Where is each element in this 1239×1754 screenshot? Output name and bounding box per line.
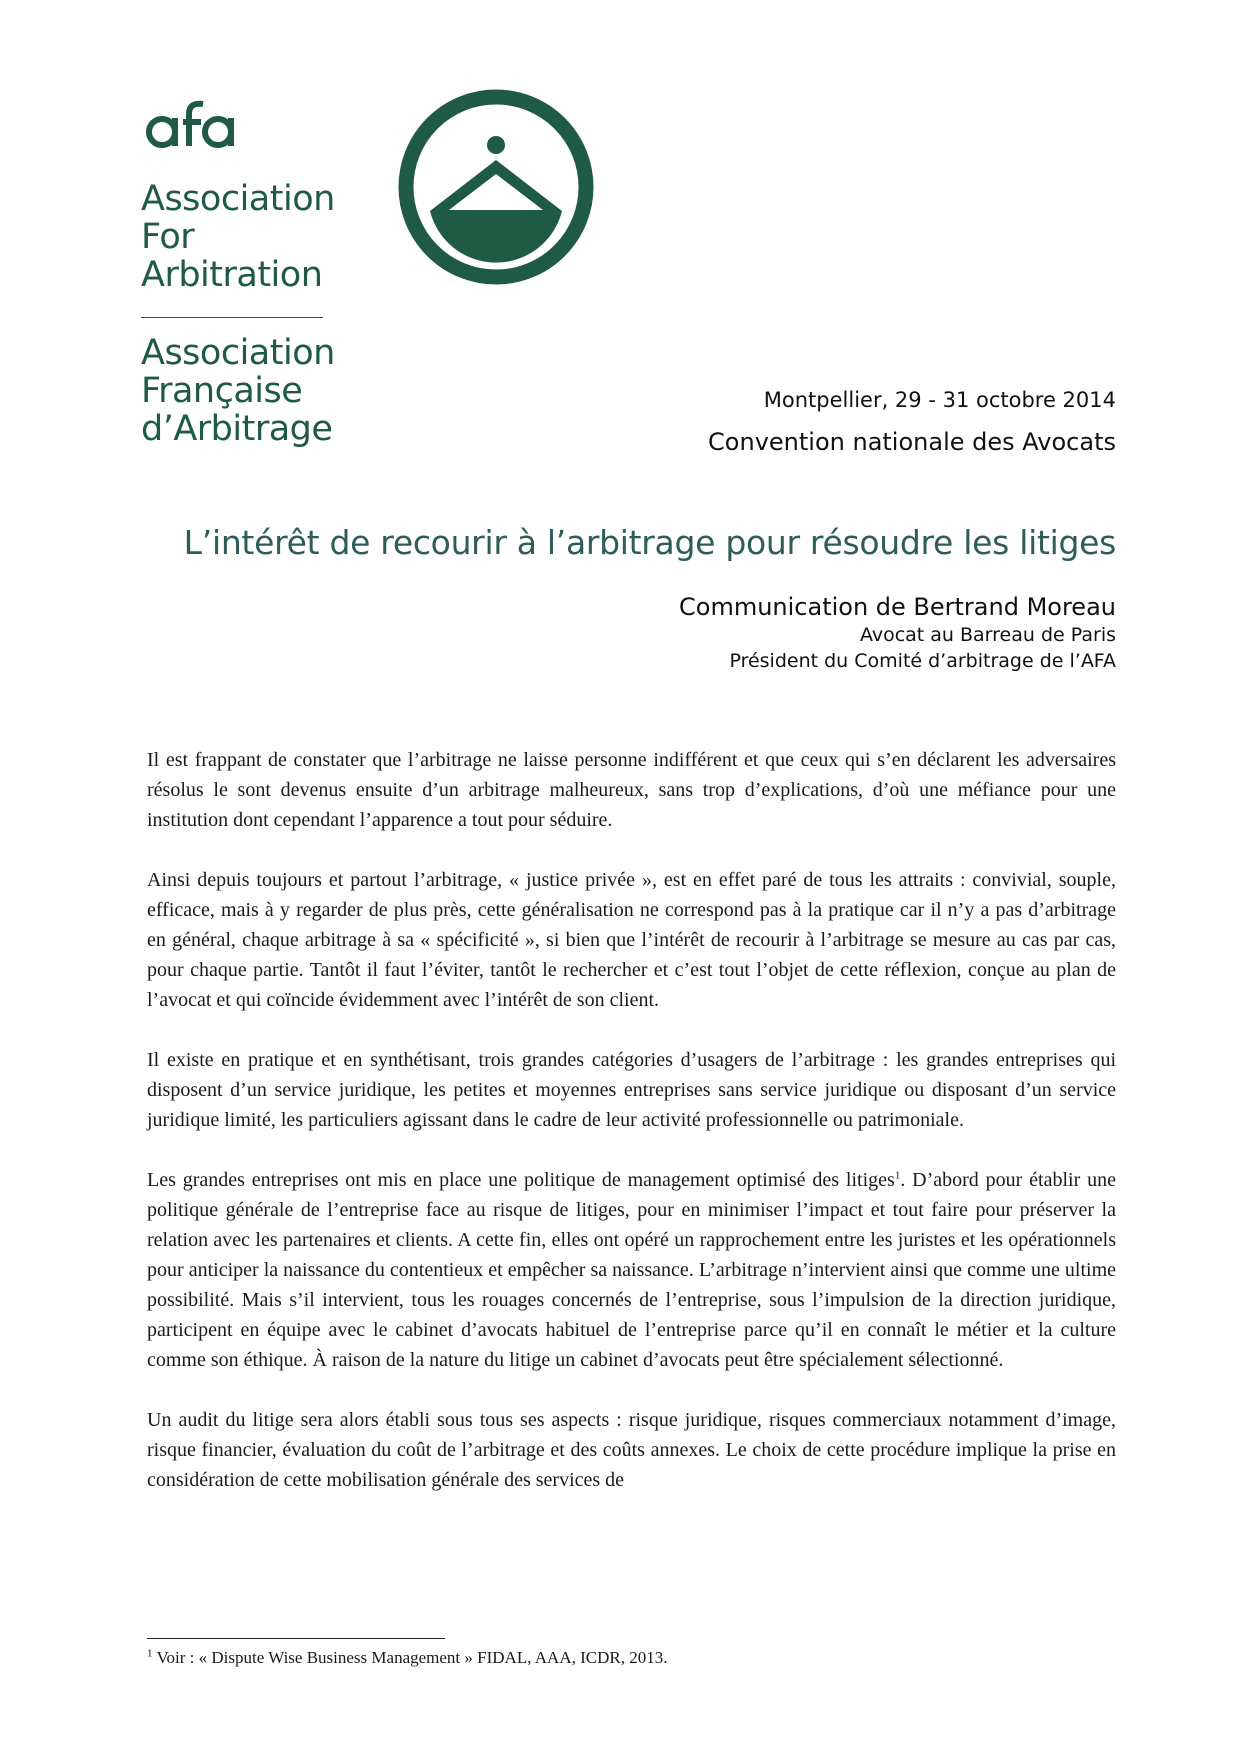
org-name-line: Association	[141, 179, 335, 219]
footnote	[147, 1648, 667, 1668]
organization-name-french	[141, 334, 335, 448]
organization-name-english	[141, 180, 335, 294]
author-name: Communication de Bertrand Moreau	[679, 593, 1116, 621]
footnote-text: Voir : « Dispute Wise Business Management » FIDAL, AAA, ICDR, 2013.	[152, 1648, 668, 1667]
org-name-line: Association	[141, 333, 335, 373]
body-paragraph	[147, 1165, 1116, 1375]
author-role: Président du Comité d’arbitrage de l’AFA	[729, 650, 1116, 672]
document-body	[147, 745, 1116, 1525]
footnote-mark: 1	[147, 1647, 153, 1660]
event-name: Convention nationale des Avocats	[708, 428, 1116, 456]
paragraph-text: Les grandes entreprises ont mis en place une politique de management optimisé des litiges	[147, 1169, 895, 1191]
paragraph-text: . D’abord pour établir une politique générale de l’entreprise face au risque de litiges, pour en minimiser l’impact et tout faire pour préserver la relation avec les partenaires et clients. A cette fin, elles ont opéré un rapprochement entre les juristes et les opérationnels pour anticiper la naissance du contentieux et empêcher sa naissance. L’arbitrage n’intervient ainsi que comme une ultime possibilité. Mais s’il intervient, tous les rouages concernés de l’entreprise, sous l’impulsion de la direction juridique, participent en équipe avec le cabinet d’avocats habituel de l’entreprise parce qu’il en connaît le métier et la culture comme son éthique. À raison de la nature du litige un cabinet d’avocats peut être spécialement sélectionné.	[147, 1169, 1116, 1371]
afa-emblem-icon	[398, 89, 594, 285]
body-paragraph: Il est frappant de constater que l’arbitrage ne laisse personne indifférent et que ceux qui s’en déclarent les adversaires résolus le sont devenus ensuite d’un arbitrage malheureux, sans trop d’explications, d’où une méfiance pour une institution dont cependant l’apparence a tout pour séduire.	[147, 749, 1116, 831]
org-name-line: d’Arbitrage	[141, 409, 333, 449]
footnote-reference[interactable]: 1	[894, 1169, 901, 1182]
afa-logo-icon	[145, 92, 237, 152]
logo-divider	[141, 317, 323, 318]
body-paragraph: Il existe en pratique et en synthétisant, trois grandes catégories d’usagers de l’arbitrage : les grandes entreprises qui disposent d’un service juridique, les petites et moyennes entreprises sans service juridique ou disposant d’un service juridique limité, les particuliers agissant dans le cadre de leur activité professionnelle ou patrimoniale.	[147, 1049, 1116, 1131]
author-role: Avocat au Barreau de Paris	[859, 624, 1116, 646]
footnote-divider	[147, 1638, 445, 1639]
org-name-line: Arbitration	[141, 255, 323, 295]
org-name-line: For	[141, 217, 195, 257]
org-name-line: Française	[141, 371, 303, 411]
body-paragraph: Un audit du litige sera alors établi sous tous ses aspects : risque juridique, risques commerciaux notamment d’image, risque financier, évaluation du coût de l’arbitrage et des coûts annexes. Le choix de cette procédure implique la prise en considération de cette mobilisation générale des services de	[147, 1409, 1116, 1491]
body-paragraph: Ainsi depuis toujours et partout l’arbitrage, « justice privée », est en effet paré de tous les attraits : convivial, souple, efficace, mais à y regarder de plus près, cette généralisation ne correspond pas à la pratique car il n’y a pas d’arbitrage en général, chaque arbitrage à sa « spécificité », si bien que l’intérêt de recourir à l’arbitrage se mesure au cas par cas, pour chaque partie. Tantôt il faut l’éviter, tantôt le rechercher et c’est tout l’objet de cette réflexion, conçue au plan de l’avocat et qui coïncide évidemment avec l’intérêt de son client.	[147, 869, 1116, 1011]
event-date: Montpellier, 29 - 31 octobre 2014	[763, 388, 1116, 412]
document-title: L’intérêt de recourir à l’arbitrage pour résoudre les litiges	[183, 523, 1116, 562]
